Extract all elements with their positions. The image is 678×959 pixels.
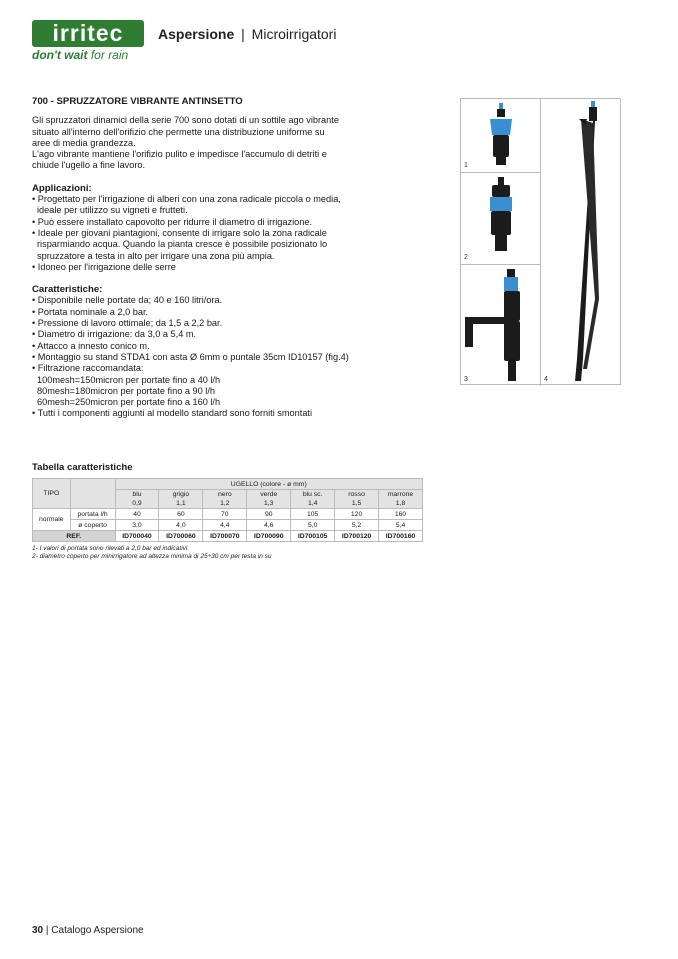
sprayer-stand-mount-image bbox=[461, 265, 541, 386]
list-item: • Può essere installato capovolto per ridurre il diametro di irrigazione. bbox=[32, 217, 367, 228]
brand-logo bbox=[32, 20, 144, 47]
intro-line: situato all'interno dell'orifizio che permette una distribuzione uniforme su bbox=[32, 126, 325, 137]
product-description bbox=[32, 96, 367, 420]
table-cell: 5,2 bbox=[335, 520, 379, 531]
intro-line: chiude l'ugello a fine lavoro. bbox=[32, 160, 146, 171]
list-item: • Montaggio su stand STDA1 con asta Ø 6mm o puntale 35cm ID10157 (fig.4) bbox=[32, 352, 367, 363]
row-group: normale bbox=[33, 509, 71, 531]
nozzle-header: grigio 1,1 bbox=[159, 490, 203, 509]
intro-text bbox=[32, 115, 367, 171]
row-label: ø coperto bbox=[70, 520, 115, 531]
list-item: • Portata nominale a 2,0 bar. bbox=[32, 307, 367, 318]
list-item: • Tutti i componenti aggiunti al modello standard sono forniti smontati bbox=[32, 408, 367, 419]
table-cell: 4,0 bbox=[159, 520, 203, 531]
nozzle-header: blu 0,9 bbox=[115, 490, 159, 509]
table-cell: 5,4 bbox=[379, 520, 423, 531]
sprayer-inverted-image bbox=[461, 173, 541, 265]
ref-code: ID700160 bbox=[379, 531, 423, 542]
list-item: • Attacco a innesto conico m. bbox=[32, 341, 367, 352]
nozzle-header: nero 1,2 bbox=[203, 490, 247, 509]
intro-line: aree di media grandezza. bbox=[32, 137, 136, 148]
figure-1: 1 bbox=[461, 99, 541, 173]
ref-label: REF. bbox=[33, 531, 116, 542]
intro-line: L'ago vibrante mantiene l'orifizio pulito e impedisce l'accumulo di detriti e bbox=[32, 149, 327, 160]
table-cell: 3,0 bbox=[115, 520, 159, 531]
ref-code: ID700120 bbox=[335, 531, 379, 542]
footer-label: Catalogo Aspersione bbox=[51, 925, 144, 936]
ugello-header: UGELLO (colore - ø mm) bbox=[115, 479, 422, 490]
table-header-row bbox=[33, 479, 423, 490]
logo-text: irritec bbox=[52, 20, 124, 46]
list-item: • Idoneo per l'irrigazione delle serre bbox=[32, 262, 367, 273]
table-cell: 4,4 bbox=[203, 520, 247, 531]
applications-title: Applicazioni: bbox=[32, 182, 92, 194]
table-cell: 70 bbox=[203, 509, 247, 520]
specs-table bbox=[32, 478, 423, 542]
table-cell: 60 bbox=[159, 509, 203, 520]
applications-list bbox=[32, 194, 367, 273]
nozzle-header: rosso 1,5 bbox=[335, 490, 379, 509]
table-cell: 4,6 bbox=[247, 520, 291, 531]
page-header-title: Aspersione | Microirrigatori bbox=[158, 26, 337, 42]
table-cell: 160 bbox=[379, 509, 423, 520]
list-item: • Pressione di lavoro ottimale; da 1,5 a 2,2 bar. bbox=[32, 318, 367, 329]
list-item: • Diametro di irrigazione: da 3,0 a 5,4 m. bbox=[32, 329, 367, 340]
blank-header bbox=[70, 479, 115, 509]
figure-4: 4 bbox=[541, 99, 621, 386]
table-row bbox=[33, 520, 423, 531]
features-title: Caratteristiche: bbox=[32, 284, 103, 296]
table-row bbox=[33, 509, 423, 520]
intro-line: Gli spruzzatori dinamici della serie 700 sono dotati di un sottile ago vibrante bbox=[32, 115, 339, 126]
nozzle-header: verde 1,3 bbox=[247, 490, 291, 509]
features-list bbox=[32, 295, 367, 419]
list-item: • Progettato per l'irrigazione di alberi con una zona radicale piccola o media, ideale per utilizzo su vigneti e frutteti. bbox=[32, 194, 367, 217]
nozzle-header: blu sc. 1,4 bbox=[291, 490, 335, 509]
sprayer-head-image bbox=[461, 99, 541, 173]
page-footer: 30 | Catalogo Aspersione bbox=[32, 925, 144, 936]
table-cell: 120 bbox=[335, 509, 379, 520]
nozzle-header: marrone 1,8 bbox=[379, 490, 423, 509]
table-cell: 5,0 bbox=[291, 520, 335, 531]
ref-row bbox=[33, 531, 423, 542]
tipo-header: TIPO bbox=[33, 479, 71, 509]
ref-code: ID700090 bbox=[247, 531, 291, 542]
table-notes: 1- I valori di portata sono rilevati a 2,0 bar ed indicativi 2- diametro coperto per minirrigatore ad altezza minima di 25÷30 cm per testa in su bbox=[32, 545, 272, 560]
figure-2: 2 bbox=[461, 173, 541, 265]
list-item: • Disponibile nelle portate da; 40 e 160 litri/ora. bbox=[32, 295, 367, 306]
list-item: • Ideale per giovani piantagioni, consente di irrigare solo la zona radicale risparmiando acqua. Quando la pianta cresce è possibile posizionato lo spruzzatore a testa in alto per irrigare una zona più ampia. bbox=[32, 228, 367, 262]
ref-code: ID700105 bbox=[291, 531, 335, 542]
figure-3: 3 bbox=[461, 265, 541, 386]
list-item: • Filtrazione raccomandata: 100mesh=150micron per portate fino a 40 l/h 80mesh=180micron per portate fino a 90 l/h 60mesh=250micron per portate fino a 160 l/h bbox=[32, 363, 367, 408]
table-title: Tabella caratteristiche bbox=[32, 462, 133, 473]
ref-code: ID700060 bbox=[159, 531, 203, 542]
brand-tagline: don't wait for rain bbox=[32, 48, 129, 62]
ref-code: ID700040 bbox=[115, 531, 159, 542]
section-title: 700 - SPRUZZATORE VIBRANTE ANTINSETTO bbox=[32, 96, 243, 107]
sprayer-on-stake-image bbox=[541, 99, 621, 386]
page-number: 30 bbox=[32, 925, 44, 936]
ref-code: ID700070 bbox=[203, 531, 247, 542]
table-cell: 105 bbox=[291, 509, 335, 520]
row-label: portata l/h bbox=[70, 509, 115, 520]
table-cell: 40 bbox=[115, 509, 159, 520]
product-figures bbox=[460, 98, 621, 385]
table-cell: 90 bbox=[247, 509, 291, 520]
